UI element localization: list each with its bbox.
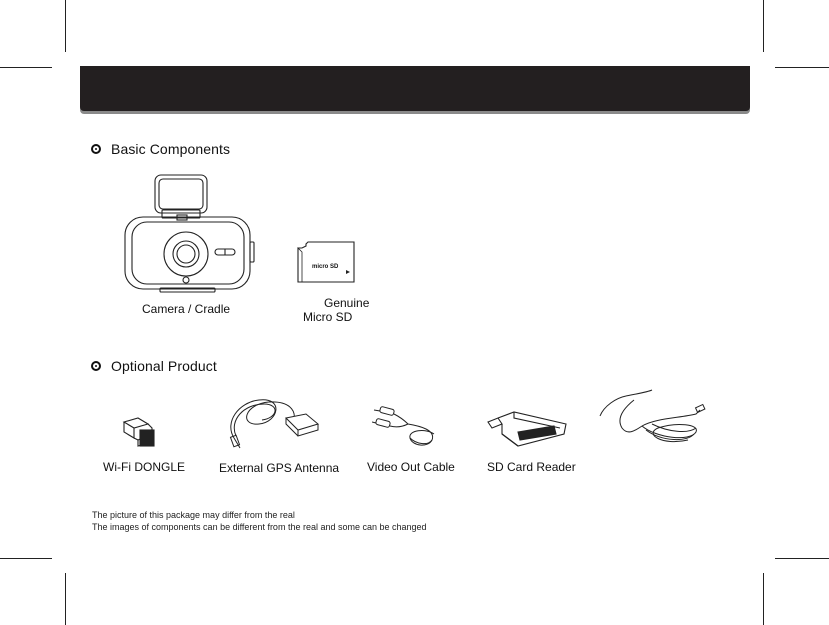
crop-mark-top-right-vertical bbox=[763, 0, 764, 52]
wifi-dongle-icon bbox=[118, 408, 162, 452]
sd-card-reader-icon bbox=[484, 404, 570, 448]
micro-sd-card-text: micro SD bbox=[312, 264, 339, 270]
optional-item-label: Wi-Fi DONGLE bbox=[103, 460, 185, 474]
optional-item-label: Video Out Cable bbox=[367, 460, 455, 474]
video-cable-icon bbox=[372, 404, 444, 452]
micro-sd-label-line1: Genuine bbox=[324, 296, 370, 310]
crop-mark-top-right-horizontal bbox=[775, 67, 829, 68]
optional-item-label: External GPS Antenna bbox=[219, 461, 340, 475]
note-line: The picture of this package may differ from the real bbox=[92, 510, 295, 520]
crop-mark-bottom-right-vertical bbox=[763, 573, 764, 625]
note-line: The images of components can be different from the real and some can be changed bbox=[92, 522, 427, 532]
micro-sd-label-line2: Micro SD bbox=[303, 310, 353, 324]
power-cable-icon bbox=[596, 388, 714, 450]
basic-components-title: Basic Components bbox=[111, 141, 231, 157]
crop-mark-bottom-left-vertical bbox=[65, 573, 66, 625]
optional-product-heading bbox=[91, 358, 217, 374]
optional-product-title: Optional Product bbox=[111, 358, 217, 374]
bullet-icon bbox=[91, 361, 101, 371]
gps-antenna-icon bbox=[214, 392, 324, 452]
header-bar bbox=[80, 66, 750, 111]
camera-cradle-label: Camera / Cradle bbox=[142, 302, 231, 316]
basic-components-heading bbox=[91, 141, 230, 157]
optional-item-label: SD Card Reader bbox=[487, 460, 576, 474]
micro-sd-card-icon bbox=[296, 240, 358, 284]
crop-mark-top-left-horizontal bbox=[0, 67, 52, 68]
crop-mark-top-left-vertical bbox=[65, 0, 66, 52]
bullet-icon bbox=[91, 144, 101, 154]
dash-camera-icon bbox=[122, 172, 258, 294]
crop-mark-bottom-left-horizontal bbox=[0, 558, 52, 559]
crop-mark-bottom-right-horizontal bbox=[775, 558, 829, 559]
